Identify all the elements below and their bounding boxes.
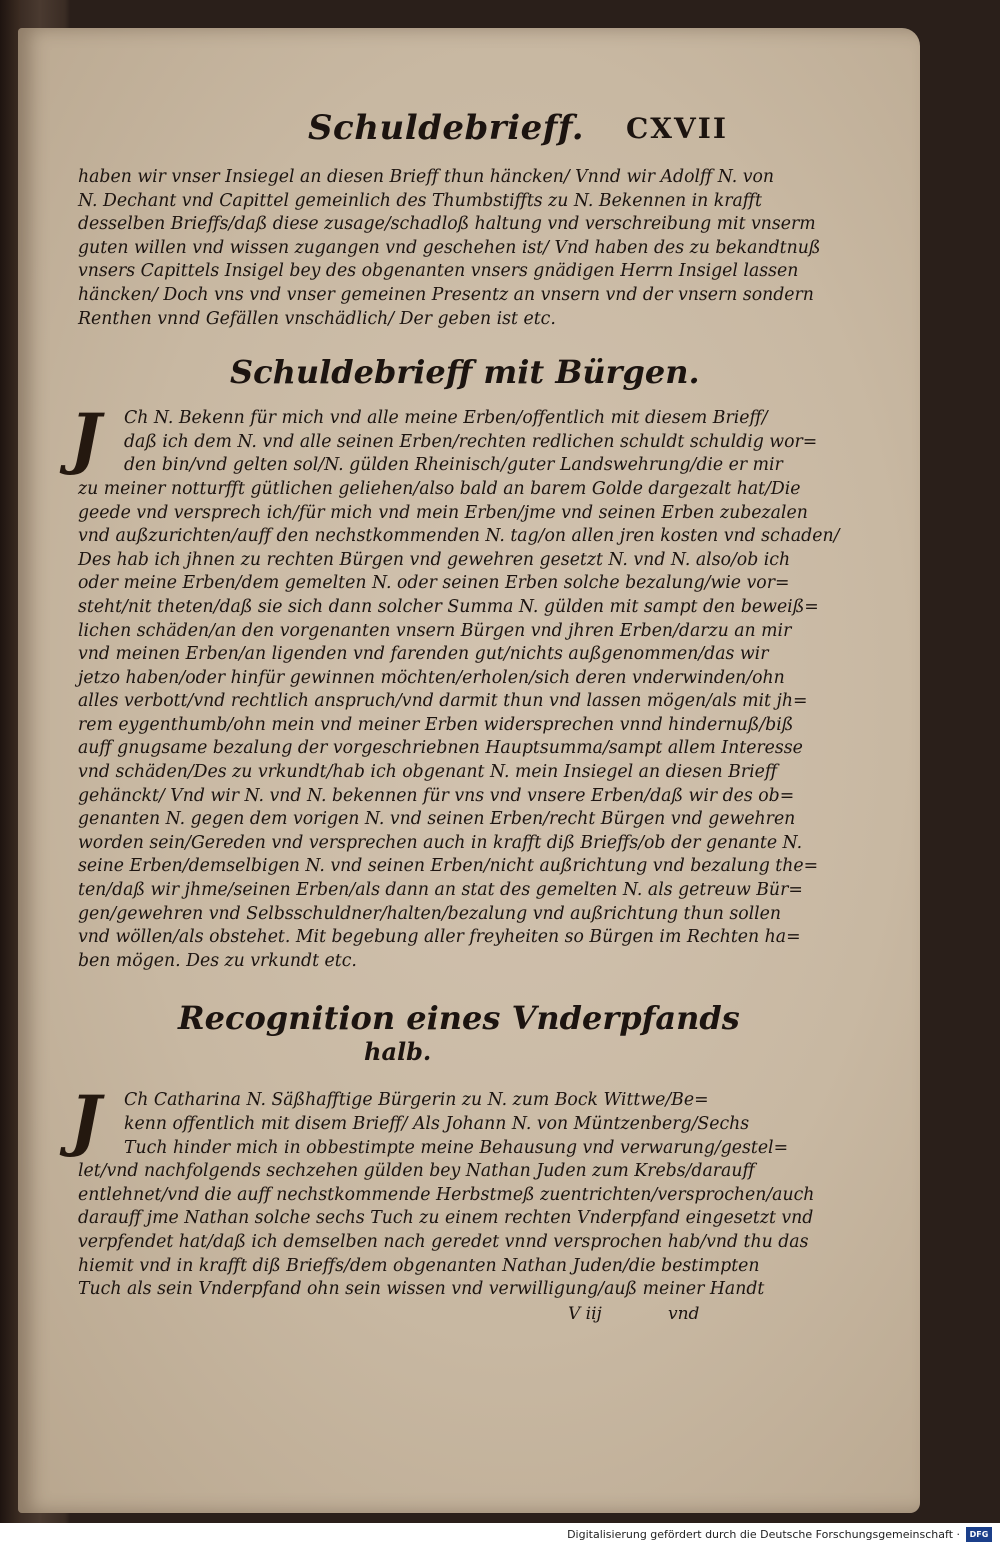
paragraph-with-initial — [70, 1081, 815, 1301]
text-line: oder meine Erben/dem gemelten N. oder seinen Erben solche bezalung/wie vor= — [78, 573, 790, 594]
decorated-initial: J — [70, 1081, 102, 1160]
section-heading-recognition: Recognition eines Vnderpfands — [178, 999, 740, 1038]
text-line: seine Erben/demselbigen N. vnd seinen Erben/nicht außrichtung vnd bezalung the= — [78, 856, 819, 877]
text-line: den bin/vnd gelten sol/N. gülden Rheinisch/guter Landswehrung/die er mir — [124, 455, 783, 476]
decorated-initial: J — [70, 399, 102, 478]
text-line: let/vnd nachfolgends sechzehen gülden bey Nathan Juden zum Krebs/darauff — [78, 1161, 755, 1182]
text-line: Renthen vnnd Gefällen vnschädlich/ Der geben ist etc. — [78, 308, 556, 329]
text-line: ten/daß wir jhme/seinen Erben/als dann an stat des gemelten N. als getreuw Bür= — [78, 880, 803, 901]
text-line: Ch N. Bekenn für mich vnd alle meine Erben/offentlich mit diesem Brieff/ — [124, 408, 768, 429]
text-line: Tuch als sein Vnderpfand ohn sein wissen vnd verwilligung/auß meiner Handt — [78, 1279, 765, 1300]
signature-mark: V iij — [568, 1303, 602, 1324]
text-line: hiemit vnd in krafft diß Brieffs/dem obgenanten Nathan Juden/die bestimpten — [78, 1255, 760, 1276]
page-text — [70, 108, 840, 1328]
text-line: ben mögen. Des zu vrkundt etc. — [78, 950, 357, 971]
running-head — [78, 108, 768, 166]
text-line: vnd außzurichten/auff den nechstkommenden N. tag/on allen jren kosten vnd schaden/ — [78, 526, 840, 547]
text-line: vnsers Capittels Insigel bey des obgenanten vnsers gnädigen Herrn Insigel lassen — [78, 261, 799, 282]
text-line: verpfendet hat/daß ich demselben nach geredet vnnd versprochen hab/vnd thu das — [78, 1231, 809, 1252]
text-line: entlehnet/vnd die auff nechstkommende Herbstmeß zuentrichten/versprochen/auch — [78, 1184, 815, 1205]
text-line: vnd schäden/Des zu vrkundt/hab ich obgenant N. mein Insiegel an diesen Brieff — [78, 762, 778, 783]
paragraph-recognition — [78, 1089, 815, 1301]
book-binding-edge — [0, 0, 20, 1547]
text-line: auff gnugsame bezalung der vorgeschriebnen Hauptsumma/sampt allem Interesse — [78, 738, 803, 759]
text-line: alles verbott/vnd rechtlich anspruch/vnd darmit thun vnd lassen mögen/als mit jh= — [78, 691, 808, 712]
text-line: jetzo haben/oder hinfür gewinnen möchten/erholen/sich deren vnderwinden/ohn — [78, 667, 785, 688]
text-line: Des hab ich jhnen zu rechten Bürgen vnd gewehren gesetzt N. vnd N. also/ob ich — [78, 549, 791, 570]
text-line: gen/gewehren vnd Selbsschuldner/halten/bezalung vnd außrichtung thun sollen — [78, 903, 782, 924]
text-line: lichen schäden/an den vorgenanten vnsern Bürgen vnd jhren Erben/darzu an mir — [78, 620, 792, 641]
text-line: geede vnd versprech ich/für mich vnd mein Erben/jme vnd seinen Erben zubezalen — [78, 502, 808, 523]
text-line: zu meiner notturfft gütlichen geliehen/also bald an barem Golde dargezalt hat/Die — [78, 478, 801, 499]
running-title: Schuldebrieff. — [308, 108, 585, 148]
text-line: Ch Catharina N. Säßhafftige Bürgerin zu N. zum Bock Wittwe/Be= — [124, 1090, 709, 1111]
paragraph-closing-previous-letter — [78, 166, 821, 331]
text-line: vnd meinen Erben/an ligenden vnd farenden gut/nichts außgenommen/das wir — [78, 644, 769, 665]
text-line: genanten N. gegen dem vorigen N. vnd seinen Erben/recht Bürgen vnd gewehren — [78, 809, 796, 830]
catchword: vnd — [668, 1303, 700, 1324]
text-line: vnd wöllen/als obstehet. Mit begebung aller freyheiten so Bürgen im Rechten ha= — [78, 927, 801, 948]
dfg-logo: DFG — [966, 1527, 992, 1542]
text-line: haben wir vnser Insiegel an diesen Brieff thun häncken/ Vnnd wir Adolff N. von — [78, 167, 775, 187]
catch-line — [78, 1304, 768, 1328]
section-heading-schuldebrieff-mit-buergen: Schuldebrieff mit Bürgen. — [230, 353, 700, 392]
paragraph-schuldebrieff-mit-buergen — [78, 407, 840, 973]
text-line: Tuch hinder mich in obbestimpte meine Behausung vnd verwarung/gestel= — [124, 1137, 789, 1158]
text-line: darauff jme Nathan solche sechs Tuch zu einem rechten Vnderpfand eingesetzt vnd — [78, 1208, 814, 1229]
footer-bar — [0, 1523, 1000, 1547]
folio-number: CXVII — [626, 112, 728, 145]
text-line: guten willen vnd wissen zugangen vnd geschehen ist/ Vnd haben des zu bekandtnuß — [78, 237, 821, 258]
paragraph-with-initial — [70, 399, 840, 973]
text-line: steht/nit theten/daß sie sich dann solcher Summa N. gülden mit sampt den beweiß= — [78, 596, 819, 617]
text-line: rem eygenthumb/ohn mein vnd meiner Erben widersprechen vnnd hindernuß/biß — [78, 714, 794, 735]
section-heading-recognition-continued: halb. — [364, 1037, 432, 1067]
text-line: desselben Brieffs/daß diese zusage/schadloß haltung vnd verschreibung mit vnserm — [78, 214, 816, 235]
funding-notice: Digitalisierung gefördert durch die Deutsche Forschungsgemeinschaft · — [567, 1528, 960, 1541]
text-line: gehänckt/ Vnd wir N. vnd N. bekennen für vns vnd vnsere Erben/daß wir des ob= — [78, 785, 795, 806]
text-line: daß ich dem N. vnd alle seinen Erben/rechten redlichen schuldt schuldig wor= — [124, 431, 818, 452]
text-line: N. Dechant vnd Capittel gemeinlich des Thumbstiffts zu N. Bekennen in krafft — [78, 190, 762, 211]
text-line: kenn offentlich mit disem Brieff/ Als Johann N. von Müntzenberg/Sechs — [124, 1114, 750, 1134]
text-line: worden sein/Gereden vnd versprechen auch in krafft diß Brieffs/ob der genante N. — [78, 832, 803, 853]
text-line: häncken/ Doch vns vnd vnser gemeinen Presentz an vnsern vnd der vnsern sondern — [78, 284, 814, 305]
